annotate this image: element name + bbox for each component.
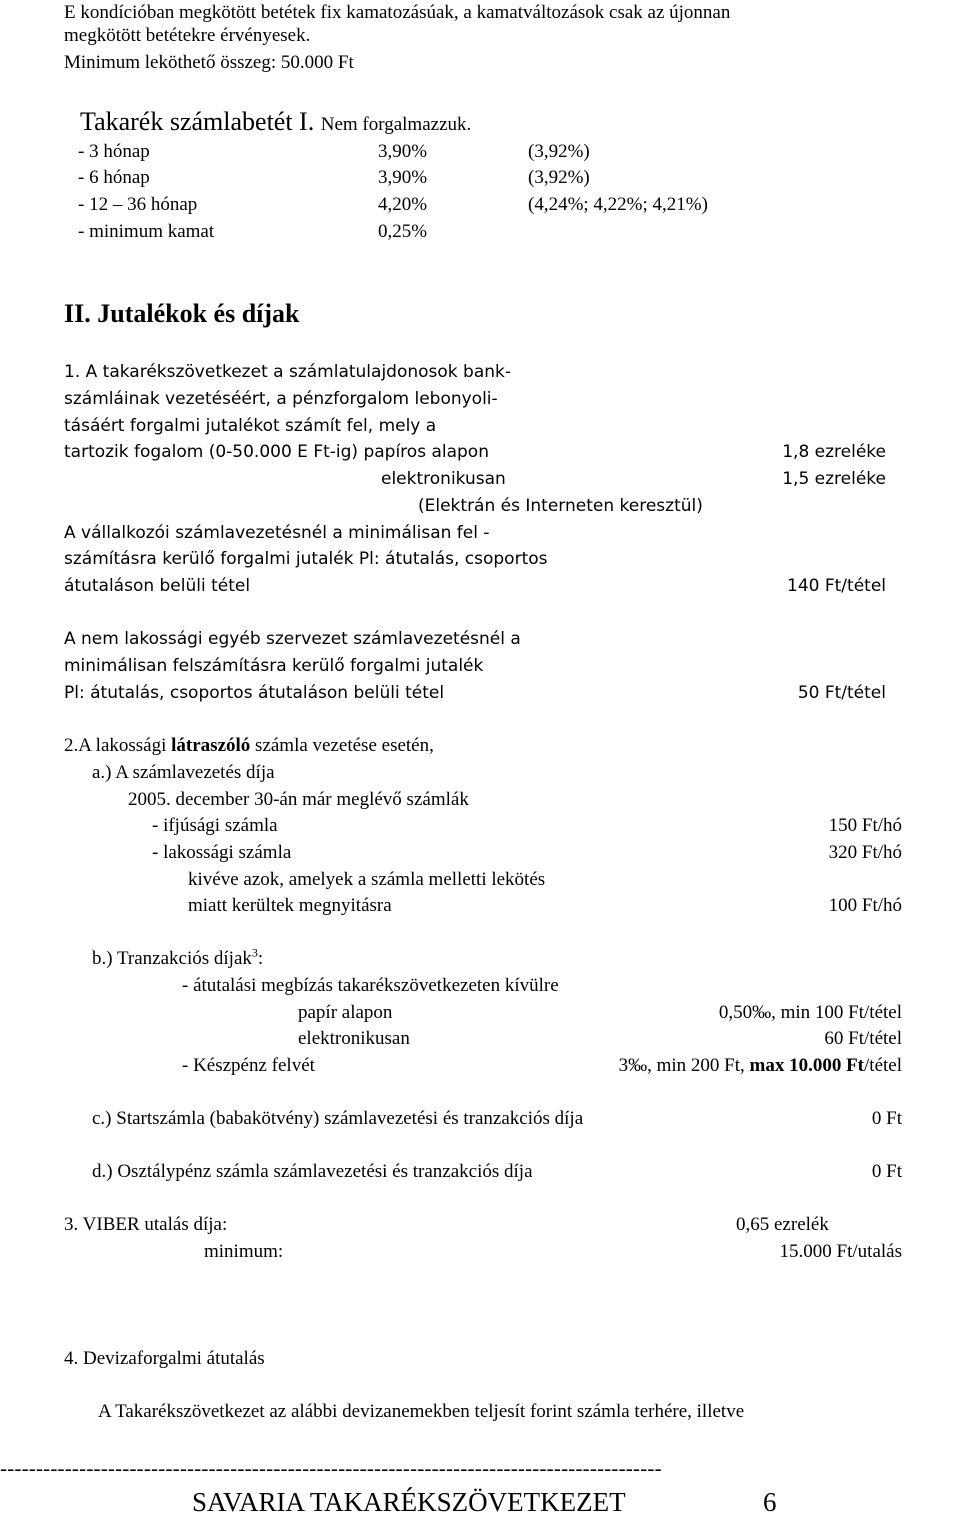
p1-line-5: elektronikusan	[381, 469, 506, 489]
paper-fee: 0,50‰, min 100 Ft/tétel	[718, 1002, 902, 1023]
retail-account-label: - lakossági számla	[152, 842, 292, 863]
intro-line-1: E kondícióban megkötött betétek fix kamatozásúak, a kamatváltozások csak az újonnan	[64, 2, 731, 23]
rate-value-3m: 3,90%	[378, 141, 428, 162]
deviza-heading: 4. Devizaforgalmi átutalás	[64, 1348, 265, 1369]
cash-fee-max: max 10.000 Ft	[749, 1055, 865, 1076]
intro-line-2: megkötött betétekre érvényesek.	[64, 25, 311, 46]
startszamla-label: c.) Startszámla (babakötvény) számlavezetési és tranzakciós díja	[92, 1108, 584, 1129]
p2-b-label	[92, 945, 264, 970]
p1-line-4: tartozik fogalom (0-50.000 E Ft-ig) papíros alapon	[64, 442, 489, 462]
rate-eff-12-36m: (4,24%; 4,22%; 4,21%)	[528, 194, 708, 215]
section-heading: II. Jutalékok és díjak	[64, 299, 300, 328]
p1-line-6: (Elektrán és Interneten keresztül)	[418, 496, 703, 516]
footer-bank-name: SAVARIA TAKARÉKSZÖVETKEZET	[192, 1487, 626, 1517]
p1-line-7: A vállalkozói számlavezetésnél a minimálisan fel -	[64, 523, 490, 543]
footnote-ref: 3	[251, 945, 258, 960]
fee-business-item: 140 Ft/tétel	[787, 576, 886, 596]
rate-eff-6m: (3,92%)	[528, 167, 590, 188]
cash-fee-a: 3‰, min 200 Ft,	[618, 1055, 750, 1076]
p1-line-8: számításra kerülő forgalmi jutalék Pl: átutalás, csoportos	[64, 549, 548, 569]
except-line-1: kivéve azok, amelyek a számla melletti lekötés	[188, 869, 546, 890]
viber-min-label: minimum:	[204, 1241, 284, 1262]
p2-heading-c: számla vezetése esetén,	[250, 735, 434, 756]
p1-line-3: tásáért forgalmi jutalékot számít fel, mely a	[64, 416, 437, 436]
cash-withdrawal-label: - Készpénz felvét	[182, 1055, 315, 1076]
p2-a-date: 2005. december 30-án már meglévő számlák	[128, 789, 469, 810]
rate-eff-3m: (3,92%)	[528, 141, 590, 162]
except-line-2: miatt kerültek megnyitásra	[188, 895, 392, 916]
retail-account-fee: 320 Ft/hó	[828, 842, 902, 863]
cash-fee-c: /tétel	[864, 1055, 902, 1076]
rate-label-3m: - 3 hónap	[78, 141, 150, 162]
transfer-label: - átutalási megbízás takarékszövetkezeten kívülre	[182, 975, 559, 996]
intro-line-3: Minimum leköthető összeg: 50.000 Ft	[64, 52, 354, 73]
p2-b-colon: :	[257, 948, 264, 969]
rate-label-minimum: - minimum kamat	[78, 221, 215, 242]
rate-label-6m: - 6 hónap	[78, 167, 150, 188]
p1-line-11: minimálisan felszámításra kerülő forgalmi jutalék	[64, 656, 484, 676]
p1-line-9: átutaláson belüli tétel	[64, 576, 251, 596]
paper-label: papír alapon	[298, 1002, 393, 1023]
electronic-label: elektronikusan	[298, 1028, 410, 1049]
p2-a-label: a.) A számlavezetés díja	[92, 762, 275, 783]
osztalypenz-fee: 0 Ft	[871, 1161, 902, 1182]
rate-value-6m: 3,90%	[378, 167, 428, 188]
p2-heading	[64, 735, 434, 757]
p1-line-10: A nem lakossági egyéb szervezet számlavezetésnél a	[64, 629, 521, 649]
page-number: 6	[763, 1487, 777, 1517]
rate-value-minimum: 0,25%	[378, 221, 428, 242]
fee-paper-based: 1,8 ezreléke	[782, 442, 886, 462]
fee-electronic: 1,5 ezreléke	[782, 469, 886, 489]
p2-heading-a: 2.A lakossági	[64, 735, 172, 756]
p2-b-text: b.) Tranzakciós díjak	[92, 948, 252, 969]
youth-account-label: - ifjúsági számla	[152, 815, 278, 836]
deviza-text: A Takarékszövetkezet az alábbi devizanemekben teljesít forint számla terhére, illetve	[98, 1401, 745, 1422]
except-fee: 100 Ft/hó	[828, 895, 902, 916]
takarek-title-text: Takarék számlabetét I.	[80, 107, 315, 136]
p1-line-1: 1. A takarékszövetkezet a számlatulajdonosok bank-	[64, 362, 511, 382]
p2-heading-bold: látraszóló	[171, 735, 251, 756]
p1-line-12: Pl: átutalás, csoportos átutaláson belüli tétel	[64, 683, 445, 703]
fee-nonretail-item: 50 Ft/tétel	[797, 683, 886, 703]
takarek-note: Nem forgalmazzuk.	[320, 114, 472, 135]
footer-dashes: --------------------------------------------------------------------------------------------	[0, 1456, 662, 1480]
startszamla-fee: 0 Ft	[871, 1108, 902, 1129]
rate-label-12-36m: - 12 – 36 hónap	[78, 194, 198, 215]
electronic-fee: 60 Ft/tétel	[824, 1028, 902, 1049]
youth-account-fee: 150 Ft/hó	[828, 815, 902, 836]
viber-label: 3. VIBER utalás díja:	[64, 1214, 228, 1235]
takarek-title	[80, 107, 471, 140]
viber-min-fee: 15.000 Ft/utalás	[779, 1241, 902, 1262]
osztalypenz-label: d.) Osztálypénz számla számlavezetési és tranzakciós díja	[92, 1161, 533, 1182]
rate-value-12-36m: 4,20%	[378, 194, 428, 215]
p1-line-2: számláinak vezetéséért, a pénzforgalom lebonyoli-	[64, 389, 498, 409]
viber-fee: 0,65 ezrelék	[736, 1214, 829, 1235]
cash-withdrawal-fee	[619, 1055, 902, 1077]
